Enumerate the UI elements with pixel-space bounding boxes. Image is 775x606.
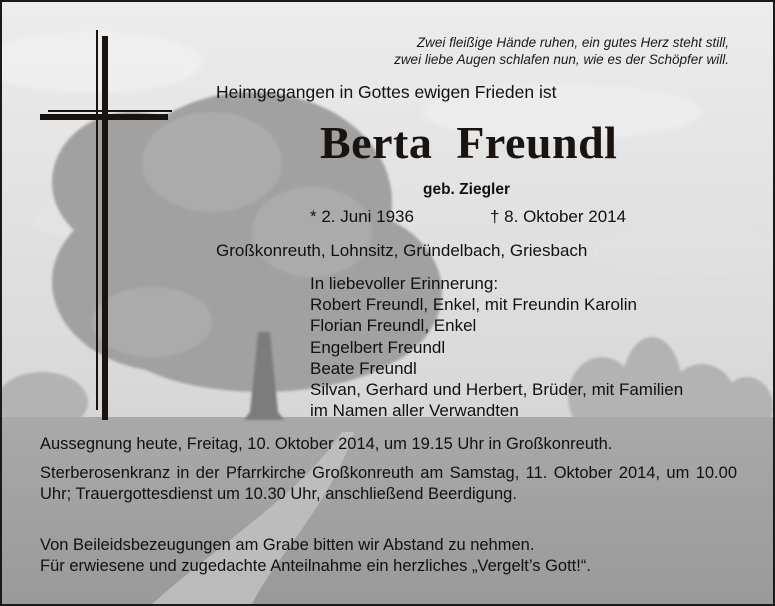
birth-date: * 2. Juni 1936 [310,207,414,226]
memorial-verse [394,34,729,68]
mourner-line: Silvan, Gerhard und Herbert, Brüder, mit Familien [310,380,684,400]
mourner-line: im Namen aller Verwandten [310,401,519,421]
mourner-line: Beate Freundl [310,358,417,378]
verse-line-1: Zwei fleißige Hände ruhen, ein gutes Herz steht still, [416,35,729,50]
verse-line-2: zwei liebe Augen schlafen nun, wie es der Schöpfer will. [394,52,729,67]
blessing-announcement: Aussegnung heute, Freitag, 10. Oktober 2014, um 19.15 Uhr in Großkonreuth. [40,435,613,453]
closing-remarks [40,535,737,576]
intro-text: Heimgegangen in Gottes ewigen Frieden ist [216,82,557,102]
places-list: Großkonreuth, Lohnsitz, Gründelbach, Griesbach [216,241,588,260]
closing-line-1: Von Beileidsbezeugungen am Grabe bitten wir Abstand zu nehmen. [40,536,535,554]
maiden-name: geb. Ziegler [423,181,510,198]
deceased-name: Berta Freundl [320,117,618,168]
mourners-list [310,273,683,421]
mourner-line: Robert Freundl, Enkel, mit Freundin Karolin [310,295,637,315]
death-date: † 8. Oktober 2014 [490,207,627,226]
closing-line-2: Für erwiesene und zugedachte Anteilnahme ein herzliches „Vergelt’s Gott!“. [40,556,591,575]
mourner-line: Florian Freundl, Enkel [310,316,477,336]
services-announcement: Sterberosenkranz in der Pfarrkirche Großkonreuth am Samstag, 11. Oktober 2014, um 10.00 Uhr; Trauergottesdienst um 10.30 Uhr, anschließend Beerdigung. [40,464,737,503]
cross-icon [36,30,176,422]
mourner-line: Engelbert Freundl [310,337,446,357]
mourners-heading: In liebevoller Erinnerung: [310,274,499,293]
